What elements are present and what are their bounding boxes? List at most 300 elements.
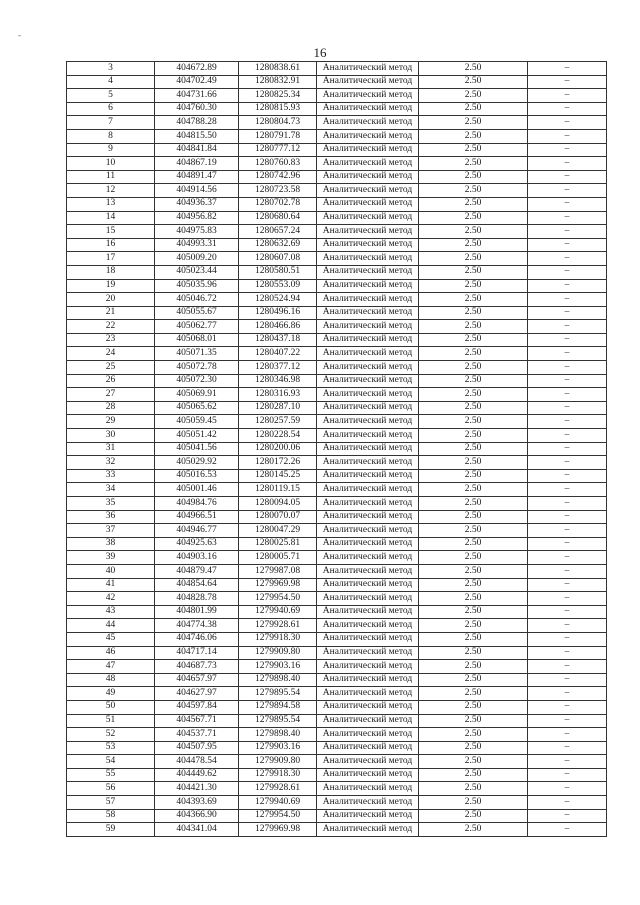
- y-coordinate-cell: 1280825.34: [239, 89, 317, 103]
- point-number-cell: 24: [67, 347, 155, 361]
- x-coordinate-cell: 404801.99: [155, 605, 239, 619]
- method-cell: Аналитический метод: [317, 225, 419, 239]
- y-coordinate-cell: 1280287.10: [239, 401, 317, 415]
- method-cell: Аналитический метод: [317, 619, 419, 633]
- note-cell: –: [528, 456, 607, 470]
- x-coordinate-cell: 405059.45: [155, 415, 239, 429]
- y-coordinate-cell: 1280553.09: [239, 279, 317, 293]
- accuracy-cell: 2.50: [419, 755, 528, 769]
- method-cell: Аналитический метод: [317, 129, 419, 143]
- method-cell: Аналитический метод: [317, 809, 419, 823]
- x-coordinate-cell: 404946.77: [155, 524, 239, 538]
- x-coordinate-cell: 404421.30: [155, 782, 239, 796]
- y-coordinate-cell: 1280316.93: [239, 388, 317, 402]
- x-coordinate-cell: 404393.69: [155, 796, 239, 810]
- note-cell: –: [528, 170, 607, 184]
- method-cell: Аналитический метод: [317, 361, 419, 375]
- accuracy-cell: 2.50: [419, 809, 528, 823]
- accuracy-cell: 2.50: [419, 687, 528, 701]
- method-cell: Аналитический метод: [317, 252, 419, 266]
- y-coordinate-cell: 1280200.06: [239, 442, 317, 456]
- x-coordinate-cell: 404702.49: [155, 75, 239, 89]
- accuracy-cell: 2.50: [419, 673, 528, 687]
- table-row: [67, 551, 607, 565]
- note-cell: –: [528, 415, 607, 429]
- method-cell: Аналитический метод: [317, 143, 419, 157]
- table-row: [67, 374, 607, 388]
- y-coordinate-cell: 1280815.93: [239, 102, 317, 116]
- accuracy-cell: 2.50: [419, 238, 528, 252]
- note-cell: –: [528, 741, 607, 755]
- accuracy-cell: 2.50: [419, 768, 528, 782]
- method-cell: Аналитический метод: [317, 510, 419, 524]
- table-row: [67, 89, 607, 103]
- note-cell: –: [528, 646, 607, 660]
- x-coordinate-cell: 404341.04: [155, 823, 239, 837]
- table-row: [67, 320, 607, 334]
- method-cell: Аналитический метод: [317, 592, 419, 606]
- table-row: [67, 497, 607, 511]
- accuracy-cell: 2.50: [419, 551, 528, 565]
- method-cell: Аналитический метод: [317, 578, 419, 592]
- point-number-cell: 52: [67, 728, 155, 742]
- accuracy-cell: 2.50: [419, 252, 528, 266]
- x-coordinate-cell: 404815.50: [155, 129, 239, 143]
- method-cell: Аналитический метод: [317, 170, 419, 184]
- x-coordinate-cell: 405055.67: [155, 306, 239, 320]
- table-row: [67, 143, 607, 157]
- note-cell: –: [528, 673, 607, 687]
- x-coordinate-cell: 404956.82: [155, 211, 239, 225]
- y-coordinate-cell: 1280407.22: [239, 347, 317, 361]
- table-row: [67, 75, 607, 89]
- point-number-cell: 18: [67, 265, 155, 279]
- note-cell: –: [528, 306, 607, 320]
- table-row: [67, 347, 607, 361]
- note-cell: –: [528, 293, 607, 307]
- point-number-cell: 25: [67, 361, 155, 375]
- table-row: [67, 129, 607, 143]
- table-row: [67, 157, 607, 171]
- table-row: [67, 796, 607, 810]
- note-cell: –: [528, 632, 607, 646]
- note-cell: –: [528, 510, 607, 524]
- method-cell: Аналитический метод: [317, 429, 419, 443]
- method-cell: Аналитический метод: [317, 456, 419, 470]
- accuracy-cell: 2.50: [419, 592, 528, 606]
- x-coordinate-cell: 404597.84: [155, 700, 239, 714]
- y-coordinate-cell: 1279898.40: [239, 728, 317, 742]
- accuracy-cell: 2.50: [419, 700, 528, 714]
- point-number-cell: 45: [67, 632, 155, 646]
- y-coordinate-cell: 1280172.26: [239, 456, 317, 470]
- accuracy-cell: 2.50: [419, 279, 528, 293]
- accuracy-cell: 2.50: [419, 442, 528, 456]
- accuracy-cell: 2.50: [419, 401, 528, 415]
- note-cell: –: [528, 129, 607, 143]
- x-coordinate-cell: 405029.92: [155, 456, 239, 470]
- table-row: [67, 741, 607, 755]
- point-number-cell: 12: [67, 184, 155, 198]
- point-number-cell: 50: [67, 700, 155, 714]
- x-coordinate-cell: 404717.14: [155, 646, 239, 660]
- accuracy-cell: 2.50: [419, 347, 528, 361]
- accuracy-cell: 2.50: [419, 741, 528, 755]
- accuracy-cell: 2.50: [419, 225, 528, 239]
- method-cell: Аналитический метод: [317, 401, 419, 415]
- x-coordinate-cell: 404687.73: [155, 660, 239, 674]
- point-number-cell: 7: [67, 116, 155, 130]
- method-cell: Аналитический метод: [317, 333, 419, 347]
- y-coordinate-cell: 1280228.54: [239, 429, 317, 443]
- x-coordinate-cell: 404925.63: [155, 537, 239, 551]
- y-coordinate-cell: 1280047.29: [239, 524, 317, 538]
- y-coordinate-cell: 1280580.51: [239, 265, 317, 279]
- accuracy-cell: 2.50: [419, 388, 528, 402]
- point-number-cell: 37: [67, 524, 155, 538]
- point-number-cell: 46: [67, 646, 155, 660]
- y-coordinate-cell: 1280524.94: [239, 293, 317, 307]
- table-row: [67, 660, 607, 674]
- x-coordinate-cell: 404914.56: [155, 184, 239, 198]
- note-cell: –: [528, 265, 607, 279]
- accuracy-cell: 2.50: [419, 102, 528, 116]
- y-coordinate-cell: 1279969.98: [239, 578, 317, 592]
- y-coordinate-cell: 1279898.40: [239, 673, 317, 687]
- note-cell: –: [528, 102, 607, 116]
- method-cell: Аналитический метод: [317, 687, 419, 701]
- method-cell: Аналитический метод: [317, 347, 419, 361]
- y-coordinate-cell: 1279969.98: [239, 823, 317, 837]
- accuracy-cell: 2.50: [419, 578, 528, 592]
- y-coordinate-cell: 1280742.96: [239, 170, 317, 184]
- y-coordinate-cell: 1280119.15: [239, 483, 317, 497]
- x-coordinate-cell: 404537.71: [155, 728, 239, 742]
- point-number-cell: 38: [67, 537, 155, 551]
- method-cell: Аналитический метод: [317, 673, 419, 687]
- point-number-cell: 33: [67, 469, 155, 483]
- point-number-cell: 54: [67, 755, 155, 769]
- accuracy-cell: 2.50: [419, 497, 528, 511]
- table-row: [67, 714, 607, 728]
- x-coordinate-cell: 405065.62: [155, 401, 239, 415]
- note-cell: –: [528, 143, 607, 157]
- accuracy-cell: 2.50: [419, 537, 528, 551]
- table-row: [67, 537, 607, 551]
- point-number-cell: 26: [67, 374, 155, 388]
- y-coordinate-cell: 1279940.69: [239, 796, 317, 810]
- accuracy-cell: 2.50: [419, 660, 528, 674]
- y-coordinate-cell: 1280702.78: [239, 197, 317, 211]
- accuracy-cell: 2.50: [419, 374, 528, 388]
- y-coordinate-cell: 1279918.30: [239, 768, 317, 782]
- note-cell: –: [528, 184, 607, 198]
- y-coordinate-cell: 1280632.69: [239, 238, 317, 252]
- accuracy-cell: 2.50: [419, 728, 528, 742]
- table-row: [67, 184, 607, 198]
- point-number-cell: 58: [67, 809, 155, 823]
- point-number-cell: 20: [67, 293, 155, 307]
- x-coordinate-cell: 404774.38: [155, 619, 239, 633]
- x-coordinate-cell: 405062.77: [155, 320, 239, 334]
- point-number-cell: 3: [67, 62, 155, 76]
- method-cell: Аналитический метод: [317, 564, 419, 578]
- note-cell: –: [528, 578, 607, 592]
- point-number-cell: 30: [67, 429, 155, 443]
- accuracy-cell: 2.50: [419, 265, 528, 279]
- y-coordinate-cell: 1279895.54: [239, 687, 317, 701]
- x-coordinate-cell: 405069.91: [155, 388, 239, 402]
- point-number-cell: 6: [67, 102, 155, 116]
- accuracy-cell: 2.50: [419, 184, 528, 198]
- point-number-cell: 16: [67, 238, 155, 252]
- point-number-cell: 56: [67, 782, 155, 796]
- method-cell: Аналитический метод: [317, 782, 419, 796]
- accuracy-cell: 2.50: [419, 415, 528, 429]
- method-cell: Аналитический метод: [317, 293, 419, 307]
- x-coordinate-cell: 405068.01: [155, 333, 239, 347]
- method-cell: Аналитический метод: [317, 524, 419, 538]
- method-cell: Аналитический метод: [317, 823, 419, 837]
- method-cell: Аналитический метод: [317, 755, 419, 769]
- method-cell: Аналитический метод: [317, 551, 419, 565]
- point-number-cell: 59: [67, 823, 155, 837]
- table-row: [67, 225, 607, 239]
- point-number-cell: 39: [67, 551, 155, 565]
- note-cell: –: [528, 211, 607, 225]
- method-cell: Аналитический метод: [317, 605, 419, 619]
- point-number-cell: 19: [67, 279, 155, 293]
- point-number-cell: 23: [67, 333, 155, 347]
- x-coordinate-cell: 405035.96: [155, 279, 239, 293]
- x-coordinate-cell: 404966.51: [155, 510, 239, 524]
- note-cell: –: [528, 89, 607, 103]
- corner-mark: -: [18, 30, 21, 40]
- table-row: [67, 306, 607, 320]
- point-number-cell: 21: [67, 306, 155, 320]
- y-coordinate-cell: 1279940.69: [239, 605, 317, 619]
- table-row: [67, 768, 607, 782]
- accuracy-cell: 2.50: [419, 157, 528, 171]
- y-coordinate-cell: 1279987.08: [239, 564, 317, 578]
- x-coordinate-cell: 404507.95: [155, 741, 239, 755]
- x-coordinate-cell: 404449.62: [155, 768, 239, 782]
- method-cell: Аналитический метод: [317, 197, 419, 211]
- table-row: [67, 211, 607, 225]
- method-cell: Аналитический метод: [317, 469, 419, 483]
- y-coordinate-cell: 1280094.05: [239, 497, 317, 511]
- y-coordinate-cell: 1279918.30: [239, 632, 317, 646]
- method-cell: Аналитический метод: [317, 211, 419, 225]
- table-row: [67, 578, 607, 592]
- point-number-cell: 48: [67, 673, 155, 687]
- method-cell: Аналитический метод: [317, 768, 419, 782]
- point-number-cell: 51: [67, 714, 155, 728]
- accuracy-cell: 2.50: [419, 211, 528, 225]
- x-coordinate-cell: 404760.30: [155, 102, 239, 116]
- accuracy-cell: 2.50: [419, 306, 528, 320]
- accuracy-cell: 2.50: [419, 782, 528, 796]
- point-number-cell: 55: [67, 768, 155, 782]
- y-coordinate-cell: 1280838.61: [239, 62, 317, 76]
- point-number-cell: 4: [67, 75, 155, 89]
- note-cell: –: [528, 333, 607, 347]
- note-cell: –: [528, 660, 607, 674]
- table-row: [67, 592, 607, 606]
- note-cell: –: [528, 361, 607, 375]
- table-row: [67, 388, 607, 402]
- point-number-cell: 22: [67, 320, 155, 334]
- point-number-cell: 44: [67, 619, 155, 633]
- x-coordinate-cell: 404936.37: [155, 197, 239, 211]
- point-number-cell: 35: [67, 497, 155, 511]
- table-row: [67, 279, 607, 293]
- x-coordinate-cell: 405046.72: [155, 293, 239, 307]
- note-cell: –: [528, 619, 607, 633]
- point-number-cell: 29: [67, 415, 155, 429]
- y-coordinate-cell: 1280760.83: [239, 157, 317, 171]
- point-number-cell: 14: [67, 211, 155, 225]
- x-coordinate-cell: 405072.78: [155, 361, 239, 375]
- point-number-cell: 5: [67, 89, 155, 103]
- table-row: [67, 442, 607, 456]
- accuracy-cell: 2.50: [419, 823, 528, 837]
- accuracy-cell: 2.50: [419, 361, 528, 375]
- note-cell: –: [528, 483, 607, 497]
- point-number-cell: 28: [67, 401, 155, 415]
- table-row: [67, 809, 607, 823]
- method-cell: Аналитический метод: [317, 102, 419, 116]
- method-cell: Аналитический метод: [317, 157, 419, 171]
- table-row: [67, 619, 607, 633]
- point-number-cell: 36: [67, 510, 155, 524]
- table-row: [67, 700, 607, 714]
- note-cell: –: [528, 388, 607, 402]
- x-coordinate-cell: 404567.71: [155, 714, 239, 728]
- method-cell: Аналитический метод: [317, 265, 419, 279]
- point-number-cell: 53: [67, 741, 155, 755]
- table-row: [67, 632, 607, 646]
- y-coordinate-cell: 1279903.16: [239, 660, 317, 674]
- x-coordinate-cell: 405072.30: [155, 374, 239, 388]
- table-row: [67, 429, 607, 443]
- y-coordinate-cell: 1280145.25: [239, 469, 317, 483]
- method-cell: Аналитический метод: [317, 75, 419, 89]
- note-cell: –: [528, 320, 607, 334]
- table-row: [67, 62, 607, 76]
- method-cell: Аналитический метод: [317, 741, 419, 755]
- table-row: [67, 252, 607, 266]
- y-coordinate-cell: 1280607.08: [239, 252, 317, 266]
- method-cell: Аналитический метод: [317, 89, 419, 103]
- table-row: [67, 102, 607, 116]
- table-row: [67, 116, 607, 130]
- x-coordinate-cell: 405041.56: [155, 442, 239, 456]
- note-cell: –: [528, 564, 607, 578]
- accuracy-cell: 2.50: [419, 524, 528, 538]
- table-row: [67, 782, 607, 796]
- y-coordinate-cell: 1280804.73: [239, 116, 317, 130]
- x-coordinate-cell: 404841.84: [155, 143, 239, 157]
- method-cell: Аналитический метод: [317, 116, 419, 130]
- y-coordinate-cell: 1279903.16: [239, 741, 317, 755]
- note-cell: –: [528, 197, 607, 211]
- point-number-cell: 43: [67, 605, 155, 619]
- method-cell: Аналитический метод: [317, 306, 419, 320]
- method-cell: Аналитический метод: [317, 238, 419, 252]
- method-cell: Аналитический метод: [317, 660, 419, 674]
- table-row: [67, 673, 607, 687]
- y-coordinate-cell: 1280791.78: [239, 129, 317, 143]
- x-coordinate-cell: 405071.35: [155, 347, 239, 361]
- table-row: [67, 361, 607, 375]
- point-number-cell: 34: [67, 483, 155, 497]
- accuracy-cell: 2.50: [419, 456, 528, 470]
- point-number-cell: 47: [67, 660, 155, 674]
- y-coordinate-cell: 1279894.58: [239, 700, 317, 714]
- note-cell: –: [528, 823, 607, 837]
- point-number-cell: 11: [67, 170, 155, 184]
- coordinates-table: [66, 61, 607, 837]
- table-row: [67, 646, 607, 660]
- accuracy-cell: 2.50: [419, 510, 528, 524]
- method-cell: Аналитический метод: [317, 537, 419, 551]
- note-cell: –: [528, 469, 607, 483]
- x-coordinate-cell: 404731.66: [155, 89, 239, 103]
- table-row: [67, 265, 607, 279]
- x-coordinate-cell: 404891.47: [155, 170, 239, 184]
- y-coordinate-cell: 1280723.58: [239, 184, 317, 198]
- y-coordinate-cell: 1279928.61: [239, 619, 317, 633]
- page-number: 16: [313, 45, 327, 60]
- point-number-cell: 31: [67, 442, 155, 456]
- note-cell: –: [528, 347, 607, 361]
- note-cell: –: [528, 755, 607, 769]
- y-coordinate-cell: 1280377.12: [239, 361, 317, 375]
- x-coordinate-cell: 405016.53: [155, 469, 239, 483]
- table-row: [67, 483, 607, 497]
- table-row: [67, 605, 607, 619]
- accuracy-cell: 2.50: [419, 293, 528, 307]
- point-number-cell: 57: [67, 796, 155, 810]
- method-cell: Аналитический метод: [317, 728, 419, 742]
- note-cell: –: [528, 429, 607, 443]
- y-coordinate-cell: 1280005.71: [239, 551, 317, 565]
- y-coordinate-cell: 1279954.50: [239, 809, 317, 823]
- point-number-cell: 49: [67, 687, 155, 701]
- accuracy-cell: 2.50: [419, 333, 528, 347]
- accuracy-cell: 2.50: [419, 170, 528, 184]
- note-cell: –: [528, 605, 607, 619]
- x-coordinate-cell: 404828.78: [155, 592, 239, 606]
- x-coordinate-cell: 404993.31: [155, 238, 239, 252]
- point-number-cell: 41: [67, 578, 155, 592]
- point-number-cell: 15: [67, 225, 155, 239]
- point-number-cell: 8: [67, 129, 155, 143]
- table-row: [67, 197, 607, 211]
- note-cell: –: [528, 401, 607, 415]
- accuracy-cell: 2.50: [419, 483, 528, 497]
- table-row: [67, 456, 607, 470]
- note-cell: –: [528, 700, 607, 714]
- table-row: [67, 823, 607, 837]
- accuracy-cell: 2.50: [419, 143, 528, 157]
- y-coordinate-cell: 1280496.16: [239, 306, 317, 320]
- table-body: [67, 62, 607, 837]
- y-coordinate-cell: 1280657.24: [239, 225, 317, 239]
- note-cell: –: [528, 75, 607, 89]
- point-number-cell: 32: [67, 456, 155, 470]
